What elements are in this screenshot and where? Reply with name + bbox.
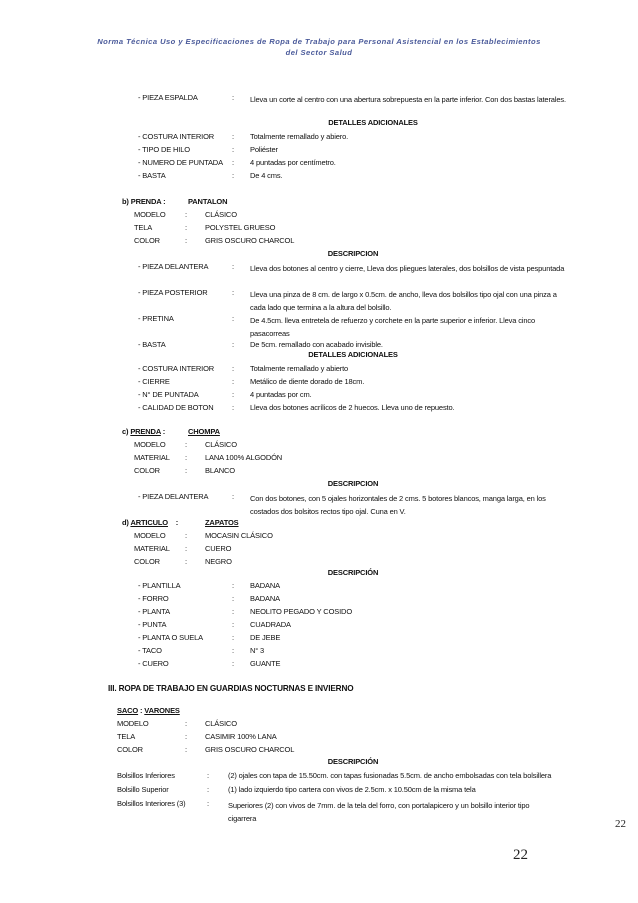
spec-value: POLYSTEL GRUESO (205, 223, 276, 232)
item-label: - PIEZA DELANTERA (138, 262, 209, 271)
item-value: De 5cm. remallado con acabado invisible. (250, 340, 383, 349)
spec-label: MODELO (117, 719, 149, 728)
item-value: Lleva dos botones acrílicos de 2 huecos. Lleva uno de repuesto. (250, 403, 455, 412)
colon: : (232, 262, 234, 271)
colon: : (232, 607, 234, 616)
spec-label: MODELO (134, 210, 166, 219)
item-value: 4 puntadas por cm. (250, 390, 312, 399)
colon: : (185, 210, 187, 219)
colon: : (232, 364, 234, 373)
item-value: Superiores (2) con vivos de 7mm. de la tela del forro, con portalapicero y un bolsillo interior tipo cigarrera (228, 801, 530, 823)
spec-label: TELA (134, 223, 153, 232)
spec-label: MATERIAL (134, 544, 170, 553)
page-number-margin: 22 (615, 818, 626, 830)
item-value: N° 3 (250, 646, 265, 655)
item-label: - PIEZA ESPALDA (138, 93, 198, 102)
colon: : (185, 719, 187, 728)
spec-value: GRIS OSCURO CHARCOL (205, 236, 295, 245)
descripcion-heading: DESCRIPCION (327, 249, 379, 258)
colon: : (232, 145, 234, 154)
spec-value: NEGRO (205, 557, 232, 566)
colon: : (185, 466, 187, 475)
item-value: (2) ojales con tapa de 15.50cm. con tapas fusionadas 5.5cm. de ancho embolsadas con tela bolsillera (228, 771, 552, 780)
colon: : (232, 171, 234, 180)
section-heading: c) PRENDA : (122, 427, 166, 436)
detalles-adicionales-heading: DETALLES ADICIONALES (308, 350, 398, 359)
item-value: 4 puntadas por centímetro. (250, 158, 336, 167)
item-label: - PLANTILLA (138, 581, 181, 590)
item-label: - PLANTA O SUELA (138, 633, 203, 642)
spec-value: GRIS OSCURO CHARCOL (205, 745, 295, 754)
item-label: - CUERO (138, 659, 169, 668)
colon: : (185, 453, 187, 462)
item-label: - TACO (138, 646, 162, 655)
item-value: (1) lado izquierdo tipo cartera con vivos de 2.5cm. x 10.50cm de la misma tela (228, 785, 476, 794)
item-value: Totalmente remallado y abierto (250, 364, 349, 373)
spec-value: BLANCO (205, 466, 235, 475)
colon: : (232, 492, 234, 501)
colon: : (232, 377, 234, 386)
item-label: - NUMERO DE PUNTADA (138, 158, 223, 167)
colon: : (232, 93, 234, 102)
header-line-1: Norma Técnica Uso y Especificaciones de Ropa de Trabajo para Personal Asistencial en los Establecimientos (97, 37, 541, 46)
section-title: CHOMPA (188, 427, 220, 436)
colon: : (185, 732, 187, 741)
item-value: DE JEBE (250, 633, 281, 642)
spec-label: COLOR (134, 557, 160, 566)
spec-label: COLOR (117, 745, 143, 754)
colon: : (185, 544, 187, 553)
item-label: Bolsillos Interiores (3) (117, 799, 186, 808)
colon: : (207, 799, 209, 808)
item-value: BADANA (250, 594, 280, 603)
colon: : (232, 390, 234, 399)
colon: : (232, 158, 234, 167)
spec-label: MODELO (134, 531, 166, 540)
colon: : (185, 440, 187, 449)
section-heading: d) ARTICULO : (122, 518, 179, 527)
item-value: GUANTE (250, 659, 281, 668)
colon: : (232, 132, 234, 141)
spec-label: MATERIAL (134, 453, 170, 462)
detalles-adicionales-heading: DETALLES ADICIONALES (328, 118, 418, 127)
spec-label: MODELO (134, 440, 166, 449)
colon: : (232, 633, 234, 642)
item-label: - COSTURA INTERIOR (138, 132, 215, 141)
colon: : (207, 785, 209, 794)
item-value: Lleva dos botones al centro y cierre, Lleva dos pliegues laterales, dos bolsillos de vista pespuntada (250, 264, 565, 273)
colon: : (185, 223, 187, 232)
colon: : (207, 771, 209, 780)
item-value: Poliéster (250, 145, 278, 154)
item-label: - FORRO (138, 594, 169, 603)
spec-value: CLÁSICO (205, 210, 237, 219)
item-label: - PIEZA POSTERIOR (138, 288, 208, 297)
item-value: CUADRADA (250, 620, 291, 629)
item-label: Bolsillo Superior (117, 785, 169, 794)
spec-value: MOCASIN CLÁSICO (205, 531, 273, 540)
item-value: Lleva una pinza de 8 cm. de largo x 0.5cm. de ancho, lleva dos bolsillos tipo ojal con una pinza a cada lado que termina a la altura del bolsillo. (250, 290, 557, 312)
colon: : (232, 340, 234, 349)
spec-label: COLOR (134, 236, 160, 245)
descripcion-heading: DESCRIPCIÓN (327, 757, 379, 766)
spec-value: CLÁSICO (205, 719, 237, 728)
item-value: De 4 cms. (250, 171, 283, 180)
colon: : (232, 403, 234, 412)
item-value: BADANA (250, 581, 280, 590)
header-line-2: del Sector Salud (285, 48, 353, 57)
item-label: - PRETINA (138, 314, 174, 323)
spec-value: CASIMIR 100% LANA (205, 732, 277, 741)
saco-heading: SACO : VARONES (117, 706, 180, 715)
colon: : (185, 557, 187, 566)
colon: : (185, 531, 187, 540)
item-value: Totalmente remallado y abiero. (250, 132, 349, 141)
section-title: ZAPATOS (205, 518, 239, 527)
document-header (0, 36, 638, 58)
item-label: - PLANTA (138, 607, 171, 616)
colon: : (232, 646, 234, 655)
item-label: - PIEZA DELANTERA (138, 492, 209, 501)
section-iii-title: III. ROPA DE TRABAJO EN GUARDIAS NOCTURNAS E INVIERNO (108, 684, 354, 693)
item-label: - CIERRE (138, 377, 170, 386)
item-label: Bolsillos Inferiores (117, 771, 175, 780)
colon: : (185, 236, 187, 245)
item-value: Metálico de diente dorado de 18cm. (250, 377, 365, 386)
spec-value: LANA 100% ALGODÓN (205, 453, 283, 462)
spec-value: CUERO (205, 544, 232, 553)
spec-value: CLÁSICO (205, 440, 237, 449)
section-heading: b) PRENDA : (122, 197, 166, 206)
colon: : (232, 659, 234, 668)
item-value: De 4.5cm. lleva entretela de refuerzo y corchete en la parte superior e inferior. Lleva cinco pasacorreas (250, 316, 535, 338)
colon: : (232, 314, 234, 323)
item-label: - BASTA (138, 340, 166, 349)
item-label: - N° DE PUNTADA (138, 390, 199, 399)
item-label: - COSTURA INTERIOR (138, 364, 215, 373)
spec-label: TELA (117, 732, 136, 741)
page-number: 22 (513, 847, 528, 863)
item-label: - BASTA (138, 171, 166, 180)
colon: : (232, 594, 234, 603)
colon: : (232, 288, 234, 297)
item-label: - CALIDAD DE BOTON (138, 403, 214, 412)
descripcion-heading: DESCRIPCION (327, 479, 379, 488)
item-value: NEOLITO PEGADO Y COSIDO (250, 607, 352, 616)
colon: : (232, 581, 234, 590)
item-value: Con dos botones, con 5 ojales horizontales de 2 cms. 5 botores blancos, manga larga, en los costados dos bolsitos rectos tipo ojal. Cuna en V. (250, 494, 546, 516)
colon: : (185, 745, 187, 754)
item-value: Lleva un corte al centro con una abertura sobrepuesta en la parte inferior. Con dos bastas laterales. (250, 95, 566, 104)
item-label: - PUNTA (138, 620, 167, 629)
item-label: - TIPO DE HILO (138, 145, 190, 154)
spec-label: COLOR (134, 466, 160, 475)
section-title: PANTALON (188, 197, 228, 206)
colon: : (232, 620, 234, 629)
descripcion-heading: DESCRIPCIÓN (327, 568, 379, 577)
